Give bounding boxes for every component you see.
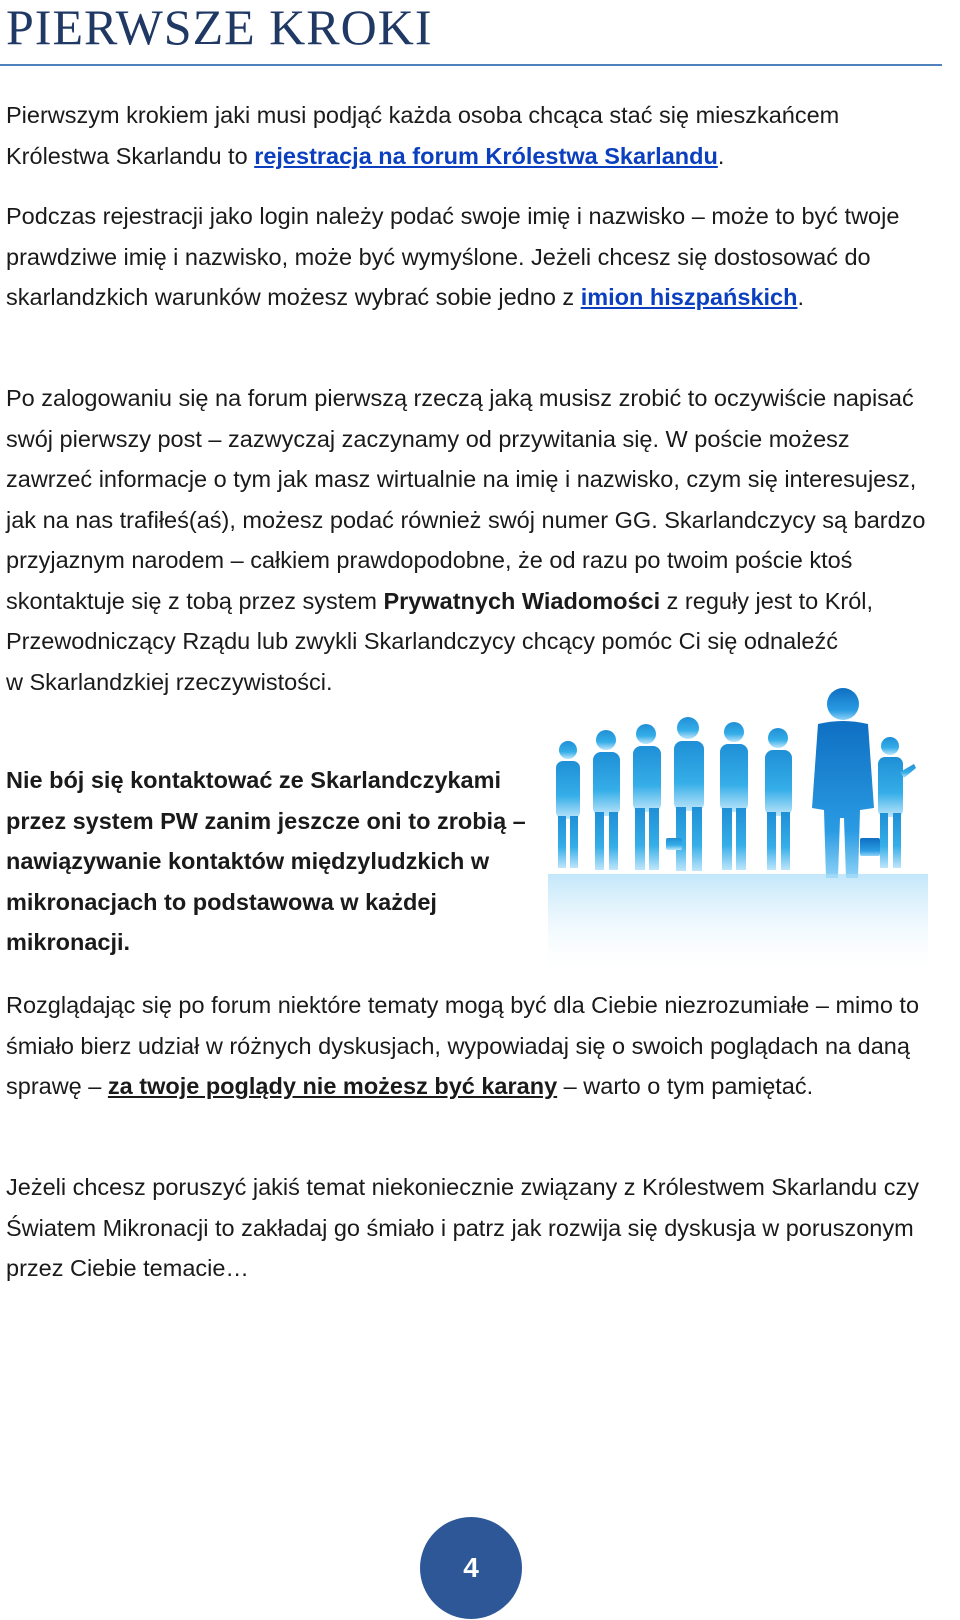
page-number-badge: [420, 1517, 522, 1619]
paragraph-text: .: [797, 284, 805, 310]
page-title: PIERWSZE KROKI: [6, 0, 433, 55]
paragraph-text: Pierwszym krokiem jaki musi podjąć każda osoba chcąca stać się mieszkańcem Królestwa Skarlandu to: [6, 102, 840, 169]
paragraph-login: [6, 196, 931, 318]
paragraph-registration: [6, 95, 931, 176]
paragraph-text: Po zalogowaniu się na forum pierwszą rzeczą jaką musisz zrobić to oczywiście napisać swój pierwszy post – zazwyczaj zaczynamy od przywitania się. W poście możesz zawrzeć informacje o tym jak masz wirtualnie na imię i nazwisko, czym się interesujesz, jak na nas trafiłeś(aś), możesz podać również swój numer GG. Skarlandczycy są bardzo przyjaznym narodem – całkiem prawdopodobne, że od razu po twoim poście ktoś skontaktuje się z tobą przez system: [6, 385, 926, 614]
page-number: 4: [463, 1552, 479, 1583]
opinions-underlined: za twoje poglądy nie możesz być karany: [107, 1073, 558, 1099]
private-messages-bold: Prywatnych Wiadomości: [383, 587, 661, 614]
paragraph-text: Rozglądając się po forum niektóre tematy mogą być dla Ciebie niezrozumiałe – mimo to śmiało bierz udział w różnych dyskusjach, wypowiadaj się o swoich poglądach na daną sprawę –: [6, 992, 920, 1099]
paragraph-text: – warto o tym pamiętać.: [557, 1073, 814, 1099]
spanish-names-link[interactable]: imion hiszpańskich: [580, 284, 798, 310]
people-silhouettes-icon: [548, 688, 928, 978]
paragraph-text: .: [717, 142, 725, 169]
paragraph-text: z reguły jest to Król, Przewodniczący Rządu lub zwykli Skarlandczycy chcący pomóc Ci się odnaleźć: [6, 587, 874, 654]
paragraph-text: w Skarlandzkiej rzeczywistości.: [6, 668, 333, 695]
paragraph-first-post: [6, 378, 941, 702]
forum-registration-link[interactable]: rejestracja na forum Królestwa Skarlandu: [254, 142, 718, 169]
title-underline: [0, 64, 942, 66]
paragraph-new-topic: Jeżeli chcesz poruszyć jakiś temat niekoniecznie związany z Królestwem Skarlandu czy Światem Mikronacji to zakładaj go śmiało i patrz jak rozwija się dyskusja w poruszonym przez Ciebie temacie…: [6, 1174, 919, 1281]
paragraph-contact-emphasis: Nie bój się kontaktować ze Skarlandczykami przez system PW zanim jeszcze oni to zrobią – nawiązywanie kontaktów międzyludzkich w mikronacjach to podstawowa w każdej mikronacji.: [6, 767, 526, 955]
paragraph-discussions: [6, 985, 931, 1107]
paragraph-text: Podczas rejestracji jako login należy podać swoje imię i nazwisko – może to być twoje prawdziwe imię i nazwisko, może być wymyślone. Jeżeli chcesz się dostosować do skarlandzkich warunków możesz wybrać sobie jedno z: [6, 203, 900, 310]
